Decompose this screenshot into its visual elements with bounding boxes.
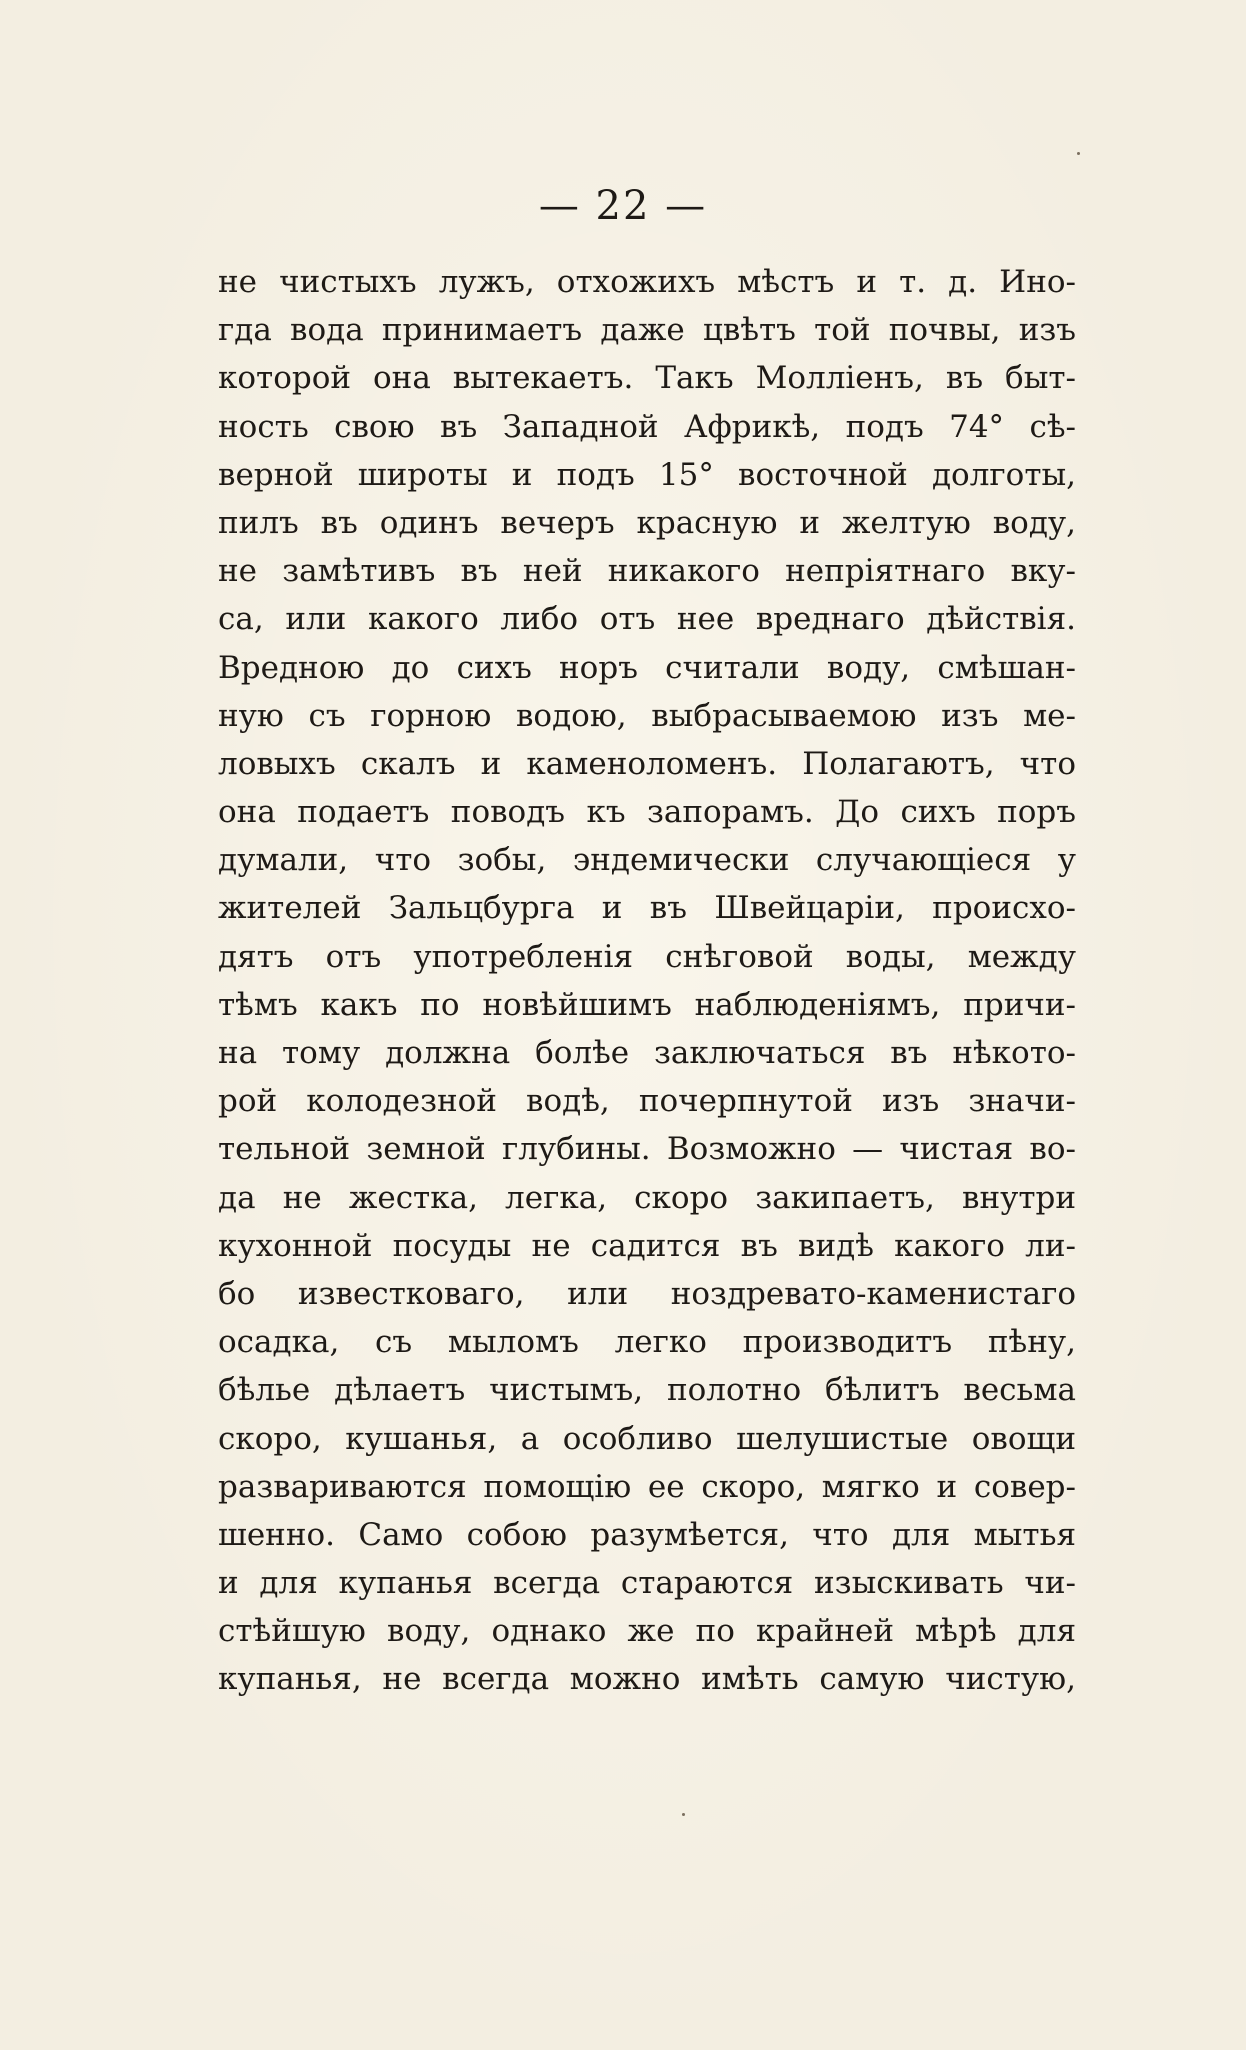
page-number: — 22 — — [538, 183, 708, 229]
text-line: стѣйшую воду, однако же по крайней мѣрѣ для — [218, 1613, 1076, 1650]
text-line: шенно. Само собою разумѣется, что для мытья — [218, 1516, 1076, 1553]
text-line: думали, что зобы, эндемически случающіеся у — [218, 842, 1076, 879]
text-line: пилъ въ одинъ вечеръ красную и желтую воду, — [218, 504, 1076, 541]
text-line: жителей Зальцбурга и въ Швейцаріи, происхо- — [218, 890, 1076, 927]
text-line: она подаетъ поводъ къ запорамъ. До сихъ поръ — [218, 794, 1076, 831]
text-line: рой колодезной водѣ, почерпнутой изъ значи- — [218, 1083, 1076, 1120]
text-line: которой она вытекаетъ. Такъ Молліенъ, въ быт- — [218, 360, 1076, 397]
paper-speck — [1077, 152, 1080, 155]
text-line: развариваются помощію ее скоро, мягко и совер- — [218, 1468, 1076, 1505]
text-line: тѣмъ какъ по новѣйшимъ наблюденіямъ, причи- — [218, 986, 1076, 1023]
text-line: верной широты и подъ 15° восточной долготы, — [218, 456, 1076, 493]
text-line: ность свою въ Западной Африкѣ, подъ 74° сѣ- — [218, 408, 1076, 445]
text-line: и для купанья всегда стараются изыскивать чи- — [218, 1565, 1076, 1602]
text-line: купанья, не всегда можно имѣть самую чистую, — [218, 1661, 1076, 1698]
text-line: ловыхъ скалъ и каменоломенъ. Полагаютъ, что — [218, 745, 1076, 782]
paper-speck — [682, 1813, 685, 1816]
text-line: бо известковаго, или ноздревато-каменистаго — [218, 1275, 1076, 1312]
text-line: дятъ отъ употребленія снѣговой воды, между — [218, 938, 1076, 975]
text-line: осадка, съ мыломъ легко производитъ пѣну, — [218, 1324, 1076, 1361]
text-line: не чистыхъ лужъ, отхожихъ мѣстъ и т. д. Ино- — [218, 264, 1076, 300]
text-line: гда вода принимаетъ даже цвѣтъ той почвы, изъ — [218, 312, 1076, 349]
text-line: кухонной посуды не садится въ видѣ какого ли- — [218, 1227, 1076, 1264]
text-line: на тому должна болѣе заключаться въ нѣкото- — [218, 1035, 1076, 1071]
text-line: бѣлье дѣлаетъ чистымъ, полотно бѣлитъ весьма — [218, 1372, 1076, 1409]
text-line: скоро, кушанья, а особливо шелушистые овощи — [218, 1420, 1076, 1457]
body-text — [218, 258, 1076, 1704]
text-line: Вредною до сихъ норъ считали воду, смѣшан- — [218, 649, 1076, 686]
text-line: ную съ горною водою, выбрасываемою изъ ме- — [218, 697, 1076, 734]
text-line: тельной земной глубины. Возможно — чистая во- — [218, 1131, 1076, 1168]
text-line: са, или какого либо отъ нее вреднаго дѣйствія. — [218, 601, 1076, 638]
text-line: не замѣтивъ въ ней никакого непріятнаго вку- — [218, 553, 1076, 590]
text-line: да не жестка, легка, скоро закипаетъ, внутри — [218, 1179, 1076, 1216]
